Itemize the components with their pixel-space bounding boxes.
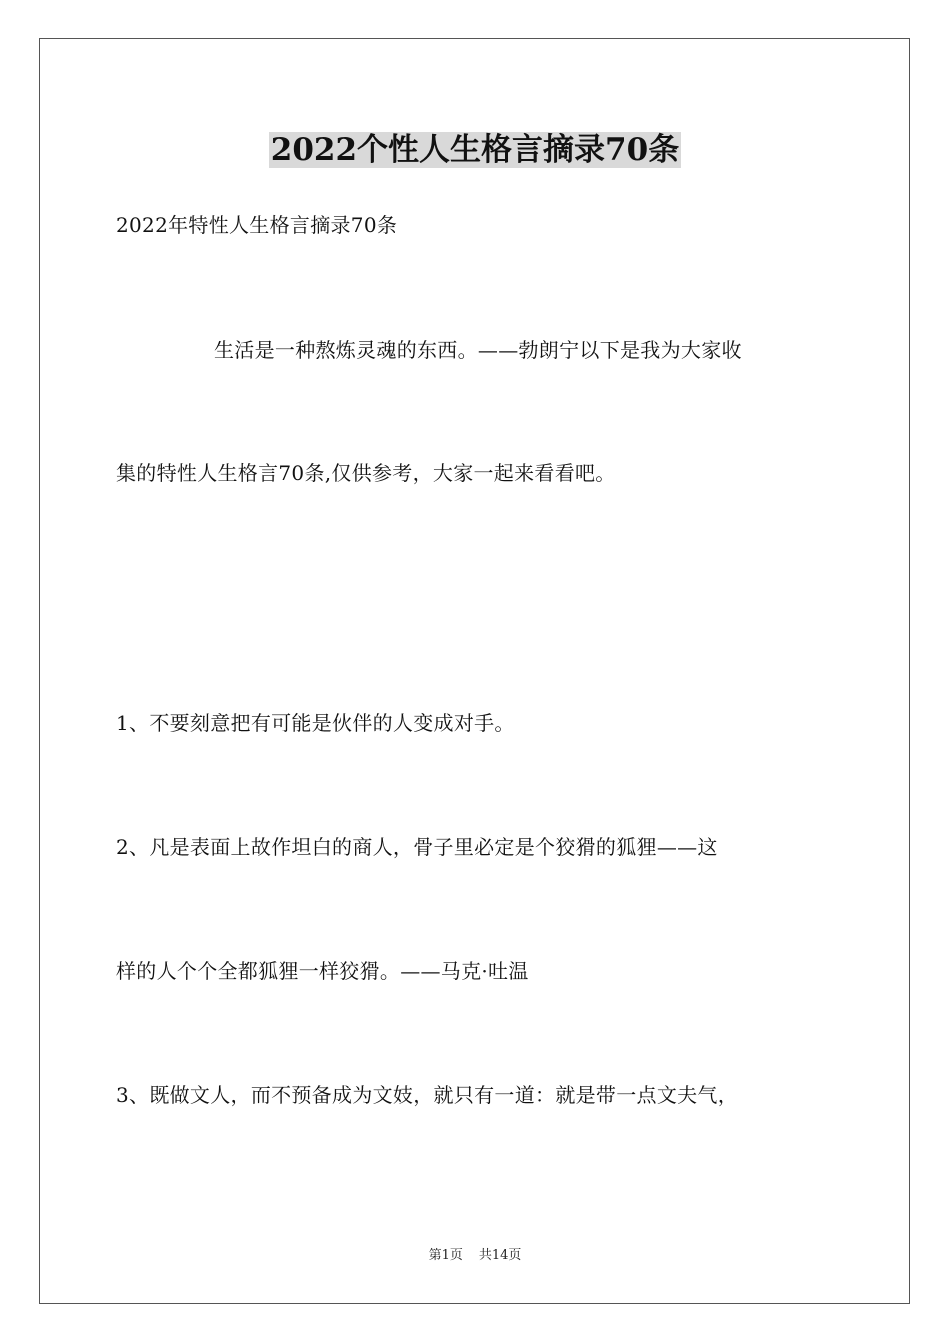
document-title	[0, 128, 950, 172]
list-item: 3、既做文人，而不预备成为文妓，就只有一道：就是带一点文夫气，	[116, 1083, 739, 1107]
list-item-continuation: 样的人个个全都狐狸一样狡猾。——马克·吐温	[116, 959, 529, 983]
document-title-text: 2022个性人生格言摘录70条	[270, 132, 680, 168]
page-total: 共14页	[478, 1248, 522, 1263]
document-subtitle: 2022年特性人生格言摘录70条	[116, 213, 398, 237]
list-item: 2、凡是表面上故作坦白的商人，骨子里必定是个狡猾的狐狸——这	[116, 835, 718, 859]
paragraph-line: 集的特性人生格言70条,仅供参考，大家一起来看看吧。	[116, 461, 616, 485]
paragraph-line: 生活是一种熬炼灵魂的东西。——勃朗宁以下是我为大家收	[214, 338, 742, 362]
page-number: 第1页	[428, 1248, 463, 1263]
list-item: 1、不要刻意把有可能是伙伴的人变成对手。	[116, 711, 515, 735]
page-footer	[0, 1247, 950, 1265]
